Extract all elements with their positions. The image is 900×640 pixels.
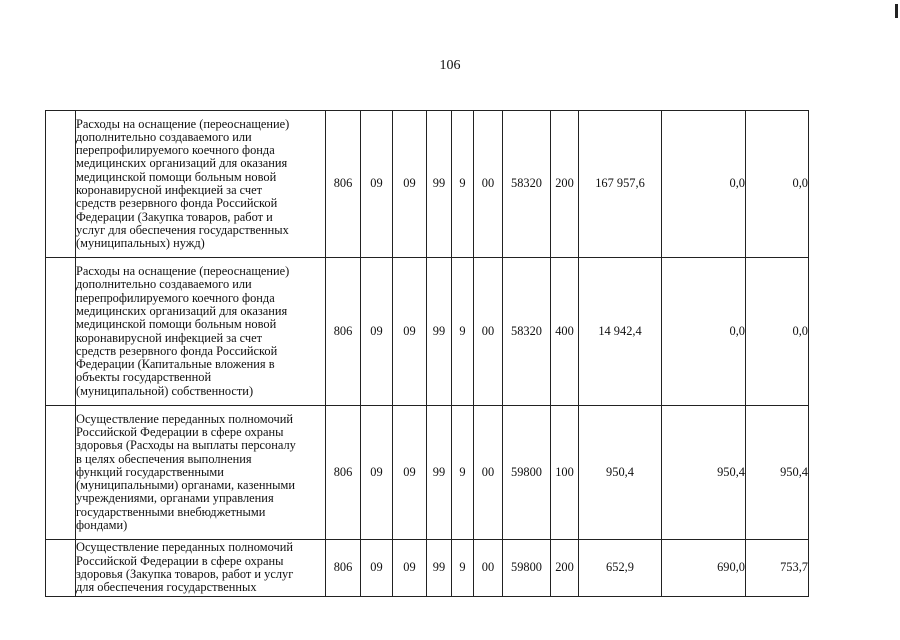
amount-year-2-cell: 0,0: [662, 111, 746, 258]
description-line: Российской Федерации в сфере охраны: [76, 553, 284, 568]
subsection-code-cell: 09: [393, 258, 427, 406]
description-line: в целях обеспечения выполнения: [76, 451, 252, 466]
table-row: [46, 540, 809, 597]
description-line: для обеспечения государственных: [76, 580, 257, 595]
ministry-code-cell: 806: [326, 406, 361, 540]
section-code-cell: 09: [361, 111, 393, 258]
row-number-cell: [46, 111, 76, 258]
amount-year-2-cell: 0,0: [662, 258, 746, 406]
description-line: Осуществление переданных полномочий: [76, 411, 293, 426]
subprogram-code-cell: 9: [452, 111, 474, 258]
amount-year-3-cell: 0,0: [746, 111, 809, 258]
direction-code-cell: 59800: [503, 406, 551, 540]
subsection-code-cell: 09: [393, 540, 427, 597]
direction-code-cell: 59800: [503, 540, 551, 597]
description-line: государственными внебюджетными: [76, 504, 266, 519]
event-code-cell: 00: [474, 111, 503, 258]
description-line: объекты государственной: [76, 370, 212, 385]
amount-year-3-cell: 950,4: [746, 406, 809, 540]
amount-year-1-cell: 167 957,6: [579, 111, 662, 258]
event-code-cell: 00: [474, 540, 503, 597]
subprogram-code-cell: 9: [452, 406, 474, 540]
direction-code-cell: 58320: [503, 111, 551, 258]
description-line: функций государственными: [76, 464, 224, 479]
description-line: учреждениями, органами управления: [76, 491, 274, 506]
subsection-code-cell: 09: [393, 111, 427, 258]
section-code-cell: 09: [361, 406, 393, 540]
row-number-cell: [46, 540, 76, 597]
description-line: (муниципальными) органами, казенными: [76, 478, 295, 493]
event-code-cell: 00: [474, 258, 503, 406]
table-row: [46, 111, 809, 258]
amount-year-1-cell: 652,9: [579, 540, 662, 597]
description-line: коронавирусной инфекцией за счет: [76, 183, 263, 197]
expense-type-cell: 100: [551, 406, 579, 540]
program-code-cell: 99: [427, 406, 452, 540]
description-line: медицинских организаций для оказания: [76, 156, 288, 171]
description-line: Расходы на оснащение (переоснащение): [76, 116, 290, 131]
description-line: Российской Федерации в сфере охраны: [76, 424, 284, 439]
description-line: услуг для обеспечения государственных: [76, 222, 289, 237]
description-line: дополнительно создаваемого или: [76, 277, 252, 292]
description-line: фондами): [76, 518, 128, 533]
program-code-cell: 99: [427, 540, 452, 597]
subprogram-code-cell: 9: [452, 540, 474, 597]
page-number: 106: [439, 58, 461, 73]
subprogram-code-cell: 9: [452, 258, 474, 406]
description-cell: [76, 540, 326, 597]
description-line: перепрофилируемого коечного фонда: [76, 290, 275, 305]
expense-type-cell: 400: [551, 258, 579, 406]
description-line: перепрофилируемого коечного фонда: [76, 143, 275, 158]
row-number-cell: [46, 406, 76, 540]
description-line: (муниципальной) собственности): [76, 383, 254, 398]
table-row: [46, 406, 809, 540]
description-line: здоровья (Расходы на выплаты персоналу: [76, 438, 296, 453]
ministry-code-cell: 806: [326, 111, 361, 258]
expense-type-cell: 200: [551, 111, 579, 258]
description-line: Расходы на оснащение (переоснащение): [76, 264, 290, 279]
amount-year-1-cell: 950,4: [579, 406, 662, 540]
direction-code-cell: 58320: [503, 258, 551, 406]
table-row: [46, 258, 809, 406]
description-line: средств резервного фонда Российской: [76, 196, 278, 211]
event-code-cell: 00: [474, 406, 503, 540]
program-code-cell: 99: [427, 258, 452, 406]
section-code-cell: 09: [361, 540, 393, 597]
program-code-cell: 99: [427, 111, 452, 258]
subsection-code-cell: 09: [393, 406, 427, 540]
description-line: дополнительно создаваемого или: [76, 129, 252, 144]
description-line: Федерации (Капитальные вложения в: [76, 357, 275, 372]
budget-table-body: [46, 111, 809, 597]
description-line: средств резервного фонда Российской: [76, 343, 278, 358]
description-cell: [76, 406, 326, 540]
description-line: (муниципальных) нужд): [76, 236, 205, 251]
ministry-code-cell: 806: [326, 540, 361, 597]
budget-table: [45, 110, 809, 597]
description-line: медицинской помощи больным новой: [76, 169, 277, 184]
scan-edge-mark: [895, 4, 898, 18]
row-number-cell: [46, 258, 76, 406]
description-line: медицинской помощи больным новой: [76, 317, 277, 332]
ministry-code-cell: 806: [326, 258, 361, 406]
description-cell: [76, 111, 326, 258]
description-cell: [76, 258, 326, 406]
amount-year-2-cell: 950,4: [662, 406, 746, 540]
description-line: Федерации (Закупка товаров, работ и: [76, 209, 273, 224]
amount-year-2-cell: 690,0: [662, 540, 746, 597]
amount-year-1-cell: 14 942,4: [579, 258, 662, 406]
amount-year-3-cell: 753,7: [746, 540, 809, 597]
description-line: медицинских организаций для оказания: [76, 303, 288, 318]
expense-type-cell: 200: [551, 540, 579, 597]
section-code-cell: 09: [361, 258, 393, 406]
description-line: здоровья (Закупка товаров, работ и услуг: [76, 567, 294, 581]
description-line: коронавирусной инфекцией за счет: [76, 330, 263, 345]
amount-year-3-cell: 0,0: [746, 258, 809, 406]
description-line: Осуществление переданных полномочий: [76, 540, 293, 555]
